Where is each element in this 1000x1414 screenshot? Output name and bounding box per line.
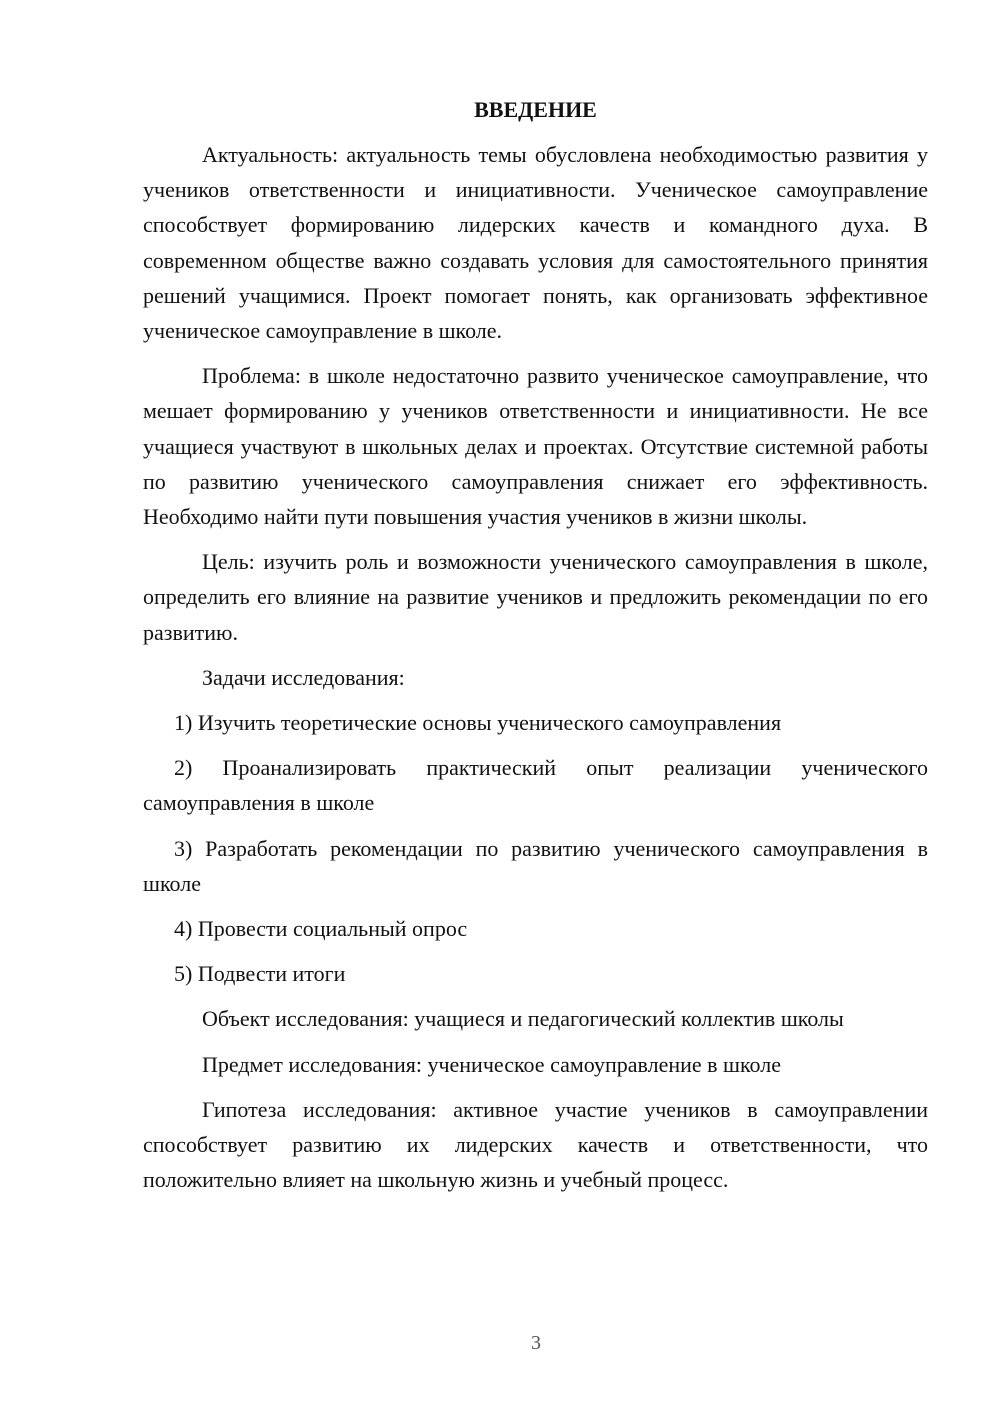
task-item-2: 2) Проанализировать практический опыт реализации ученического самоуправления в школе (143, 755, 928, 816)
page-heading: ВВЕДЕНИЕ (474, 97, 597, 122)
page-content (143, 95, 928, 1207)
paragraph-subject: Предмет исследования: ученическое самоуправление в школе (202, 1051, 781, 1077)
paragraph-hypothesis: Гипотеза исследования: активное участие учеников в самоуправлении способствует развитию их лидерских качеств и ответственности, что положительно влияет на школьную жизнь и учебный процесс. (143, 1096, 928, 1193)
paragraph-object: Объект исследования: учащиеся и педагогический коллектив школы (202, 1006, 844, 1032)
task-item-1: 1) Изучить теоретические основы ученического самоуправления (174, 710, 782, 736)
task-item-5: 5) Подвести итоги (174, 961, 346, 987)
paragraph-relevance: Актуальность: актуальность темы обусловлена необходимостью развития у учеников ответственности и инициативности. Ученическое самоуправление способствует формированию лидерских качеств и командного духа. В современном обществе важно создавать условия для самостоятельного принятия решений учащимися. Проект помогает понять, как организовать эффективное ученическое самоуправление в школе. (143, 142, 928, 344)
task-item-4: 4) Провести социальный опрос (174, 916, 468, 942)
paragraph-goal: Цель: изучить роль и возможности ученического самоуправления в школе, определить его влияние на развитие учеников и предложить рекомендации по его развитию. (143, 549, 928, 645)
tasks-title: Задачи исследования: (202, 664, 405, 690)
paragraph-problem: Проблема: в школе недостаточно развито ученическое самоуправление, что мешает формированию у учеников ответственности и инициативности. Не все учащиеся участвуют в школьных делах и проектах. Отсутствие системной работы по развитию ученического самоуправления снижает его эффективность. Необходимо найти пути повышения участия учеников в жизни школы. (143, 363, 928, 530)
task-item-3: 3) Разработать рекомендации по развитию ученического самоуправления в школе (143, 835, 928, 896)
page-number: 3 (531, 1332, 541, 1354)
